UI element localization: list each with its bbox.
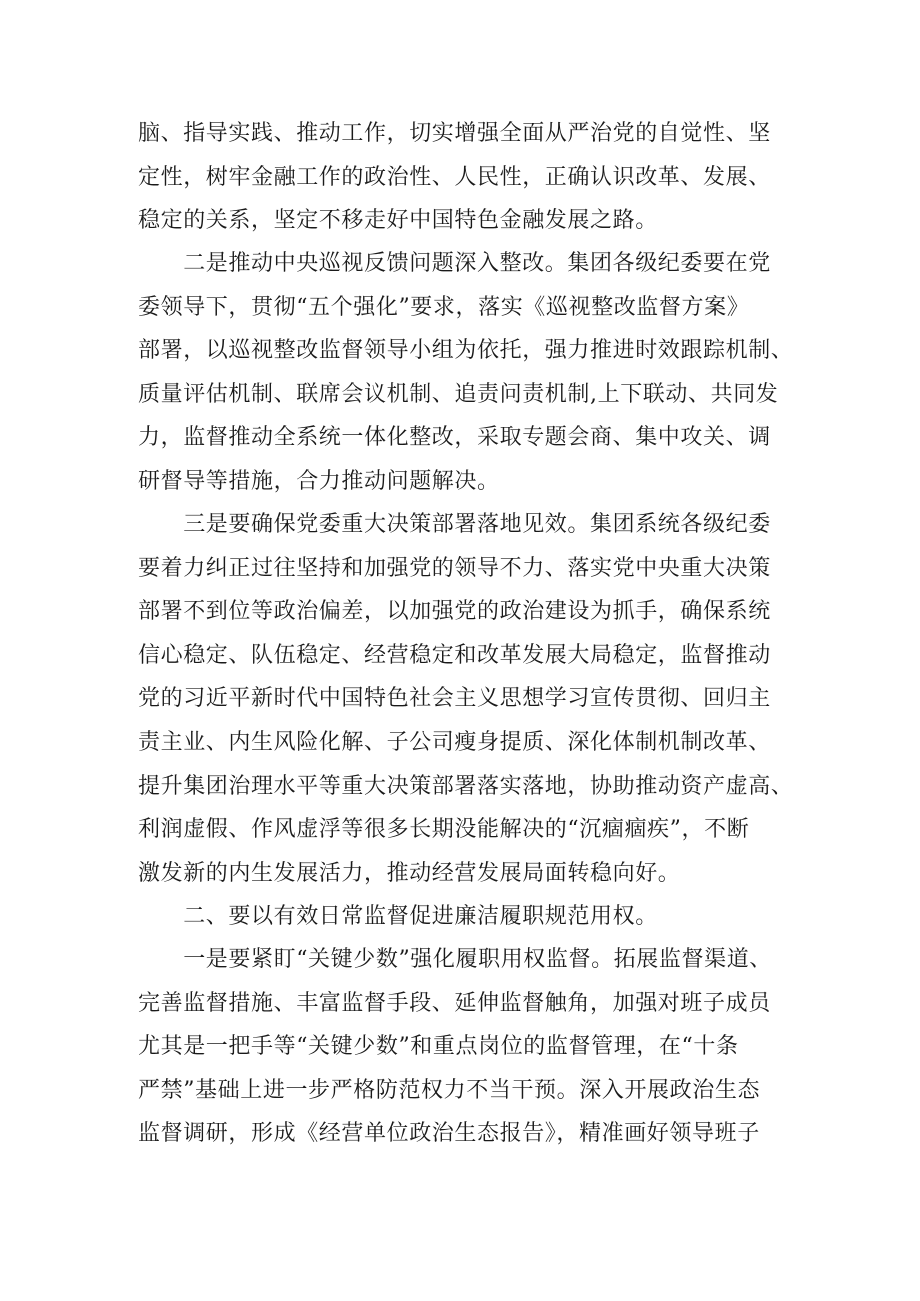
text-line: 二是推动中央巡视反馈问题深入整改。集团各级纪委要在党 <box>138 251 771 276</box>
text-line: 部署不到位等政治偏差，以加强党的政治建设为抓手，确保系统 <box>138 599 771 625</box>
text-line: 监督调研，形成《经营单位政治生态报告》，精准画好领导班子 <box>138 1121 760 1147</box>
section-heading <box>138 895 798 939</box>
text-line: 激发新的内生发展活力，推动经营发展局面转稳向好。 <box>138 860 681 886</box>
text-line: 严禁”基础上进一步严格防范权力不当干预。深入开展政治生态 <box>138 1077 761 1103</box>
paragraph-point-two <box>138 242 798 504</box>
text-line: 利润虚假、作风虚浮等很多长期没能解决的“沉痼痼疾”，不断 <box>138 817 750 843</box>
paragraph-point-one <box>138 938 798 1156</box>
text-line: 一是要紧盯“关键少数”强化履职用权监督。拓展监督渠道、 <box>138 947 772 972</box>
text-line: 三是要确保党委重大决策部署落地见效。集团系统各级纪委 <box>138 512 771 537</box>
text-line: 要着力纠正过往坚持和加强党的领导不力、落实党中央重大决策 <box>138 555 771 581</box>
text-line: 责主业、内生风险化解、子公司瘦身提质、深化体制机制改革、 <box>138 729 771 755</box>
text-line: 力，监督推动全系统一体化整改，采取专题会商、集中攻关、调 <box>138 425 771 451</box>
text-line: 提升集团治理水平等重大决策部署落实落地，协助推动资产虚高、 <box>138 773 794 799</box>
text-line: 部署，以巡视整改监督领导小组为依托，强力推进时效跟踪机制、 <box>138 338 794 364</box>
text-line: 质量评估机制、联席会议机制、追责问责机制,上下联动、共同发 <box>138 381 779 407</box>
text-line: 研督导等措施，合力推动问题解决。 <box>138 468 500 494</box>
text-line: 定性，树牢金融工作的政治性、人民性，正确认识改革、发展、 <box>138 164 771 190</box>
text-line: 稳定的关系，坚定不移走好中国特色金融发展之路。 <box>138 208 658 234</box>
paragraph-point-three <box>138 503 798 895</box>
text-line: 党的习近平新时代中国特色社会主义思想学习宣传贯彻、回归主 <box>138 686 771 712</box>
text-line: 完善监督措施、丰富监督手段、延伸监督触角，加强对班子成员 <box>138 990 771 1016</box>
paragraph-continuation <box>138 112 798 243</box>
text-line: 委领导下，贯彻“五个强化”要求，落实《巡视整改监督方案》 <box>138 294 750 320</box>
text-line: 信心稳定、队伍稳定、经营稳定和改革发展大局稳定，监督推动 <box>138 642 771 668</box>
text-line: 脑、指导实践、推动工作，切实增强全面从严治党的自觉性、坚 <box>138 121 771 146</box>
text-line: 二、要以有效日常监督促进廉洁履职规范用权。 <box>138 904 658 929</box>
text-line: 尤其是一把手等“关键少数”和重点岗位的监督管理，在“十条 <box>138 1034 739 1060</box>
